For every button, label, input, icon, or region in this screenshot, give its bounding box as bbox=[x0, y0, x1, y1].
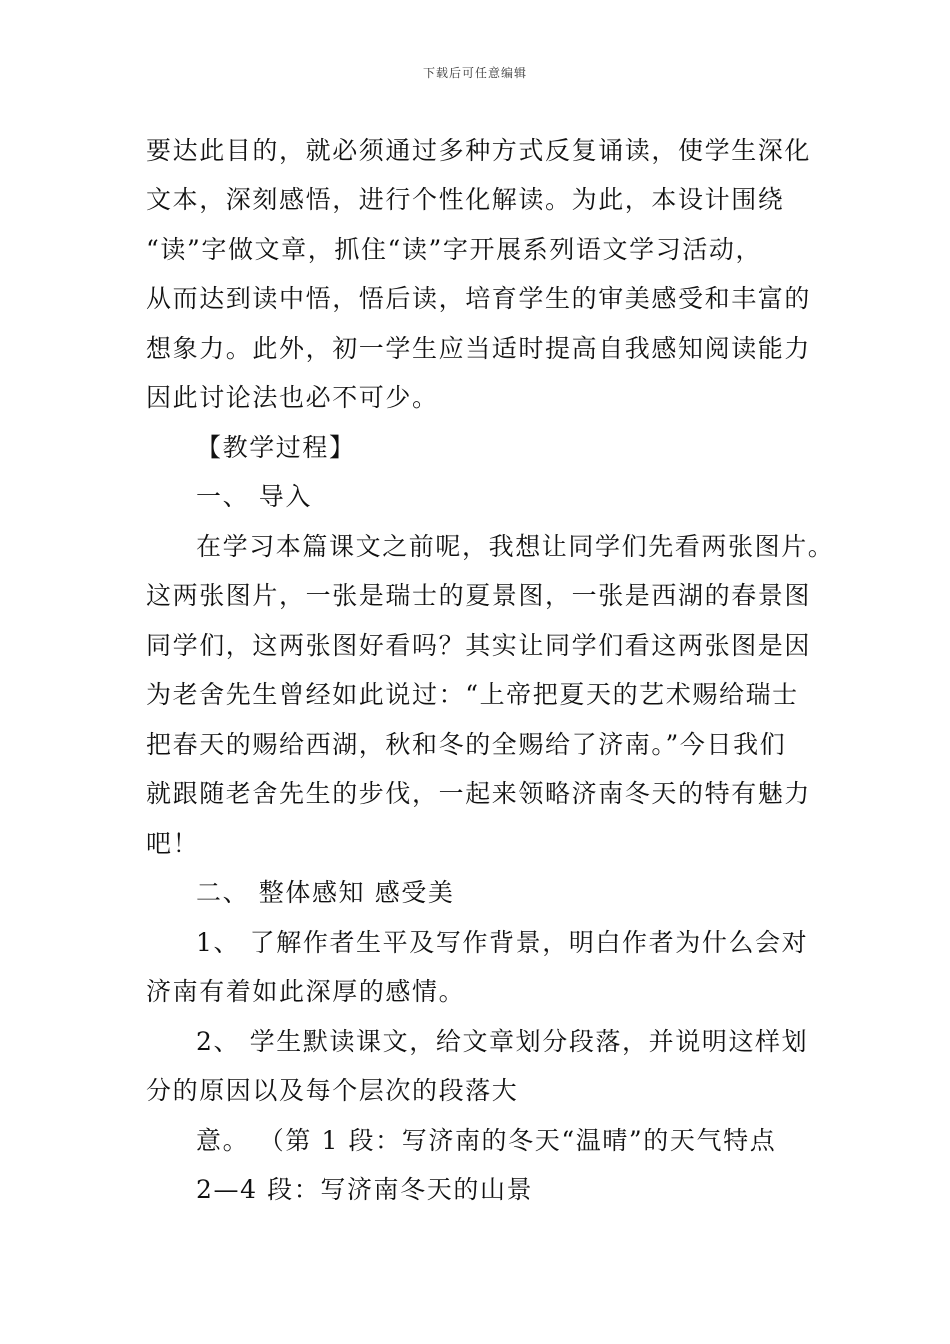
list-item: 2、 学生默读课文，给文章划分段落，并说明这样划 bbox=[196, 1027, 809, 1056]
text-line: 把春天的赐给西湖，秋和冬的全赐给了济南。”今日我们 bbox=[146, 730, 787, 759]
section-heading: 二、 整体感知 感受美 bbox=[196, 878, 455, 907]
text-line: “读”字做文章，抓住“读”字开展系列语文学习活动， bbox=[146, 235, 763, 264]
text-line: 吧！ bbox=[146, 829, 200, 858]
text-line: 这两张图片，一张是瑞士的夏景图，一张是西湖的春景图 bbox=[146, 581, 812, 610]
list-item: 1、 了解作者生平及写作背景，明白作者为什么会对 bbox=[196, 928, 809, 957]
text-line: 就跟随老舍先生的步伐，一起来领略济南冬天的特有魅力 bbox=[146, 779, 812, 808]
text-line: 分的原因以及每个层次的段落大 bbox=[146, 1076, 519, 1105]
text-line: 2—4 段：写济南冬天的山景 bbox=[196, 1175, 534, 1204]
section-heading: 一、 导入 bbox=[196, 482, 312, 511]
text-line: 在学习本篇课文之前呢，我想让同学们先看两张图片。 bbox=[196, 532, 835, 561]
text-line: 要达此目的，就必须通过多种方式反复诵读，使学生深化 bbox=[146, 136, 812, 165]
text-line: 文本，深刻感悟，进行个性化解读。为此，本设计围绕 bbox=[146, 185, 785, 214]
page-header: 下载后可任意编辑 bbox=[422, 66, 527, 80]
text-line: 同学们，这两张图好看吗？其实让同学们看这两张图是因 bbox=[146, 631, 812, 660]
text-line: 因此讨论法也必不可少。 bbox=[146, 383, 439, 412]
text-line: 为老舍先生曾经如此说过：“上帝把夏天的艺术赐给瑞士 bbox=[146, 680, 799, 709]
text-line: 济南有着如此深厚的感情。 bbox=[146, 977, 466, 1006]
text-line: 想象力。此外，初一学生应当适时提高自我感知阅读能力 bbox=[146, 334, 812, 363]
section-heading: 【教学过程】 bbox=[196, 433, 356, 462]
text-line: 从而达到读中悟，悟后读，培育学生的审美感受和丰富的 bbox=[146, 284, 812, 313]
text-line: 意。 （第 1 段：写济南的冬天“温晴”的天气特点 bbox=[196, 1126, 777, 1155]
